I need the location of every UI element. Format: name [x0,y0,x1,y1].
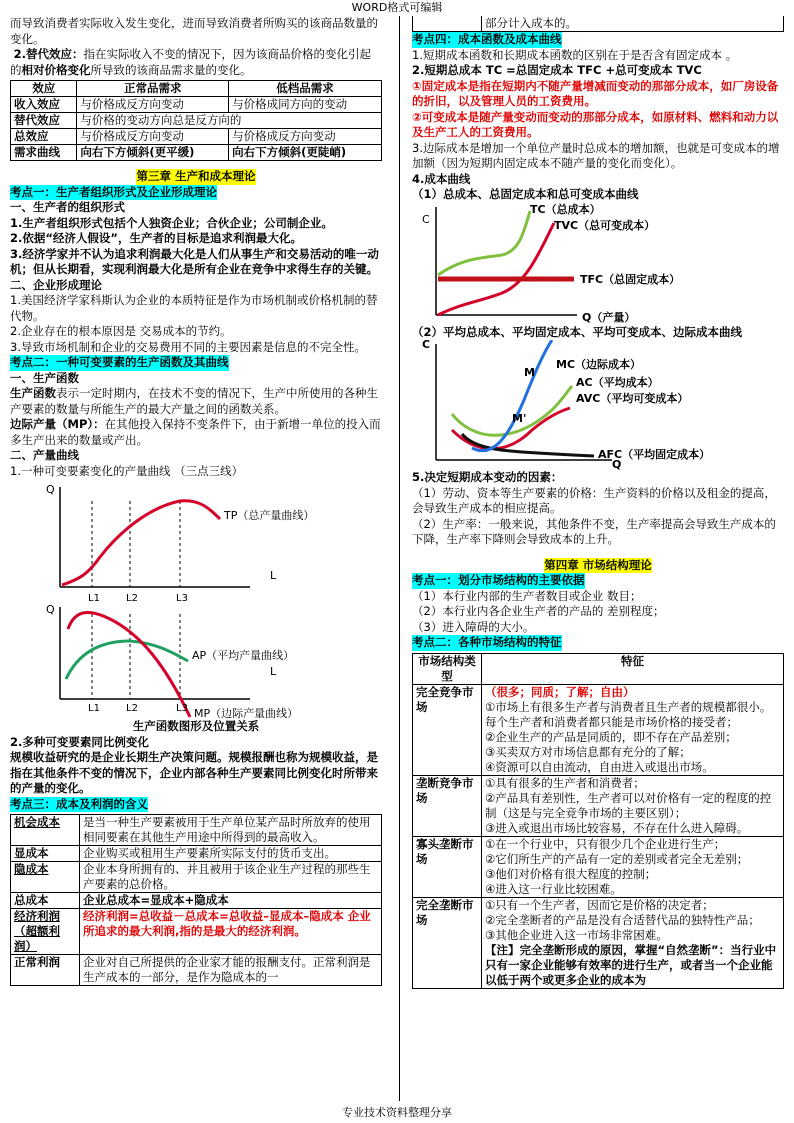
table-row: 经济利润（超额利润） 经济利润=总收益－总成本=总收益–显成本–隐成本 企业所追求的最大利润,指的是最大的经济利润。 [11,909,382,955]
chapter-title: 第四章 市场结构理论 [544,557,652,572]
table-header: 市场结构类型 [413,653,482,684]
svg-text:Q: Q [46,603,55,616]
ap-mp-chart [46,603,298,719]
table-row: 机会成本 是当一种生产要素被用于生产单位某产品时所放弃的使用相同要素在其他生产用途中所得到的最高收入。 [11,815,382,846]
key-point-title: 考点三：成本及利润的含义 [10,796,148,811]
ac-curve [452,386,572,435]
production-curves-figure [10,479,382,719]
paragraph: （1）总成本、总固定成本和总可变成本曲线 [412,187,639,201]
page-header: WORD格式可编辑 [351,1,443,14]
chapter-title: 第三章 生产和成本理论 [136,169,256,183]
svg-text:Q（产量）: Q（产量） [582,310,636,324]
substitution-effect: 2.替代效应：指在实际收入不变的情况下，因为该商品价格的变化引起的相对价格变化所导致的该商品需求量的变化。 [10,47,372,77]
key-point-title: 考点二：一种可变要素的生产函数及其曲线 [10,355,229,369]
paragraph: 5.决定短期成本变动的因素： [412,470,563,484]
table-row: 完全垄断市场 ①只有一个生产者，因而它是价格的决定者； ②完全垄断者的产品是没有合适替代品的独特性产品； ③其他企业进入这一市场非常困难。 【注】完全垄断形成的原因，掌握“自然垄断”：当行业中只有一家企业能够有效率的进行生产，或者当一个企业能以低于两个或更多企业的成本为 [413,897,784,988]
svg-text:L: L [270,665,277,678]
table-row: 隐成本 企业本身所拥有的、并且被用于该企业生产过程的那些生产要素的总价格。 [11,862,382,893]
table-row: 总成本 企业总成本=显成本+隐成本 [11,893,382,909]
paragraph: 2.依据“经济人假设”，生产者的目标是追求利润最大化。 [10,231,302,245]
svg-text:AFC（平均固定成本）: AFC（平均固定成本） [598,448,711,461]
svg-text:M': M' [512,412,527,425]
cost-table [10,814,382,986]
paragraph: 2.多种可变要素同比例变化 [10,734,149,749]
svg-text:L3: L3 [176,593,188,604]
table-row: 完全竞争市场 （很多；同质；了解；自由） ①市场上有很多生产者与消费者且生产者的规模都很小。每个生产者和消费者都只能是市场价格的接受者； ②企业生产的产品是同质的，即不存在产品差别； ③买卖双方对市场信息都有充分的了解； ④资源可以自由流动，自由进入或退出市场。 [413,684,784,775]
section-title: 二、产量曲线 [10,448,79,462]
paragraph: （2）平均总成本、平均固定成本、平均可变成本、边际成本曲线 [412,324,742,339]
svg-text:AC（平均成本）: AC（平均成本） [576,376,659,389]
paragraph: 2.企业存在的根本原因是 交易成本的节约。 [10,324,232,338]
paragraph: 1.生产者组织形式包括个人独资企业；合伙企业；公司制企业。 [10,215,333,230]
key-point-title: 考点四：成本函数及成本曲线 [412,32,562,46]
continued-cell: 部分计入成本的。 [412,16,784,32]
key-point-title: 考点一：生产者组织形式及企业形成理论 [10,184,217,199]
svg-text:TVC（总可变成本）: TVC（总可变成本） [554,218,656,232]
average-cost-chart [412,340,784,470]
key-point-title: 考点一：划分市场结构的主要依据 [412,573,585,587]
paragraph: 3.经济学家并不认为追求利润最大化是人们从事生产和交易活动的唯一动机；但从长期看，实现利润最大化是所有企业在竞争中求得生存的关键。 [10,246,379,276]
ap-curve [66,641,188,679]
table-row: 垄断竞争市场 ①具有很多的生产者和消费者； ②产品具有差别性，生产者可以对价格有一定的程度的控制（这是与完全竞争市场的主要区别）； ③进入或退出市场比较容易，不存在什么进入障碍。 [413,775,784,836]
paragraph: （2）生产率：一般来说，其他条件不变，生产率提高会导致生产成本的下降，生产率下降则会导致成本的上升。 [412,516,776,546]
svg-text:TC（总成本）: TC（总成本） [530,202,601,216]
paragraph: 边际产量（MP）：在其他投入保持不变条件下，由于新增一单位的投入而多生产出来的数量或产出。 [10,417,381,447]
svg-text:L1: L1 [88,593,100,604]
table-header: 特征 [482,653,784,684]
table-header: 效应 [11,81,77,97]
table-header: 正常品需求 [77,81,229,97]
tvc-curve [438,223,554,315]
paragraph: 4.成本曲线 [412,171,471,186]
axis-label-l: L [270,569,277,582]
paragraph: 1.一种可变要素变化的产量曲线 （三点三线） [10,463,244,478]
svg-text:AVC（平均可变成本）: AVC（平均可变成本） [576,392,689,405]
paragraph: （1）劳动、资本等生产要素的价格：生产资料的价格以及租金的提高，会导致生产成本的相应提高。 [412,485,776,515]
total-cost-chart [412,203,784,325]
svg-text:M: M [524,366,535,379]
section-title: 一、生产函数 [10,370,79,385]
paragraph: 1.美国经济学家科斯认为企业的本质特征是作为市场机制或价格机制的替代物。 [10,293,378,323]
table-row: 正常利润 企业对自己所提供的企业家才能的报酬支付。正常利润是生产成本的一部分，是作为隐成本的一 [11,955,382,986]
svg-text:L1: L1 [88,703,100,714]
paragraph: ①固定成本是指在短期内不随产量增减而变动的那部分成本，如厂房设备的折旧，以及管理人员的工资费用。 [412,78,779,108]
section-title: 二、企业形成理论 [10,277,102,292]
svg-text:MC（边际成本）: MC（边际成本） [556,358,642,371]
paragraph: 2.短期总成本 TC =总固定成本 TFC +总可变成本 TVC [412,63,702,77]
paragraph: 生产函数表示一定时期内，在技术不变的情况下，生产中所使用的各种生产要素的数量与所能生产的最大产量之间的函数关系。 [10,386,378,416]
svg-text:Q: Q [612,458,622,470]
svg-text:AP（平均产量曲线）: AP（平均产量曲线） [192,649,295,662]
paragraph: ②可变成本是随产量变动而变动的那部分成本，如原材料、燃料和动力以及生产工人的工资费用。 [412,109,779,139]
tp-label: TP（总产量曲线） [224,509,315,522]
paragraph: 1.短期成本函数和长期成本函数的区别在于是否含有固定成本 。 [412,47,738,62]
intro-text: 而导致消费者实际收入发生变化，进而导致消费者所购买的该商品数量的变化。 [10,16,378,46]
svg-text:MP（边际产量曲线）: MP（边际产量曲线） [194,707,299,719]
svg-text:L3: L3 [176,703,188,714]
table-header: 低档品需求 [229,81,382,97]
section-title: 一、生产者的组织形式 [10,200,125,214]
key-point-title: 考点二：各种市场结构的特征 [412,635,562,649]
column-divider [399,16,400,1101]
paragraph: （2）本行业内各企业生产者的产品的 差别程度； [412,604,665,618]
paragraph: 3.边际成本是增加一个单位产量时总成本的增加额，也就是可变成本的增加额（因为短期内固定成本不随产量的变化而变化）。 [412,140,780,170]
table-row: 替代效应 与价格的变动方向总是反方向的 [11,113,382,129]
figure-caption: 生产函数图形及位置关系 [132,719,260,733]
svg-text:C: C [422,212,430,226]
tp-curve [62,501,220,585]
paragraph: （3）进入障碍的大小。 [412,619,535,634]
left-column [10,16,382,986]
table-row: 显成本 企业购买或租用生产要素所实际支付的货币支出。 [11,846,382,862]
page-footer: 专业技术资料整理分享 [342,1106,452,1119]
svg-text:L2: L2 [126,593,138,604]
table-row: 需求曲线 向右下方倾斜(更平缓) 向右下方倾斜(更陡峭) [11,145,382,161]
table-row: 寡头垄断市场 ①在一个行业中，只有很少几个企业进行生产； ②它们所生产的产品有一定的差别或者完全无差别； ③他们对价格有很大程度的控制； ④进入这一行业比较困难。 [413,836,784,897]
effect-table [10,80,382,161]
svg-text:C: C [422,340,431,351]
market-table [412,653,784,989]
svg-text:TFC（总固定成本）: TFC（总固定成本） [580,272,681,286]
right-column [412,16,784,989]
paragraph: 3.导致市场机制和企业的交易费用不同的主要因素是信息的不完全性。 [10,339,366,354]
axis-label-q: Q [46,483,55,496]
tp-chart [46,483,314,604]
afc-curve [462,434,594,456]
paragraph: 规模收益研究的是企业长期生产决策问题。规模报酬也称为规模收益，是指在其他条件不变的情况下，企业内部各种生产要素同比例变化时所带来的产量的变化。 [10,750,378,795]
table-row: 收入效应 与价格成反方向变动 与价格成同方向的变动 [11,97,382,113]
mp-curve [68,612,190,717]
table-row: 总效应 与价格成反方向变动 与价格成反方向变动 [11,129,382,145]
paragraph: （1）本行业内部的生产者数目或企业 数目； [412,588,642,603]
svg-text:L2: L2 [126,703,138,714]
tc-curve [438,211,530,275]
